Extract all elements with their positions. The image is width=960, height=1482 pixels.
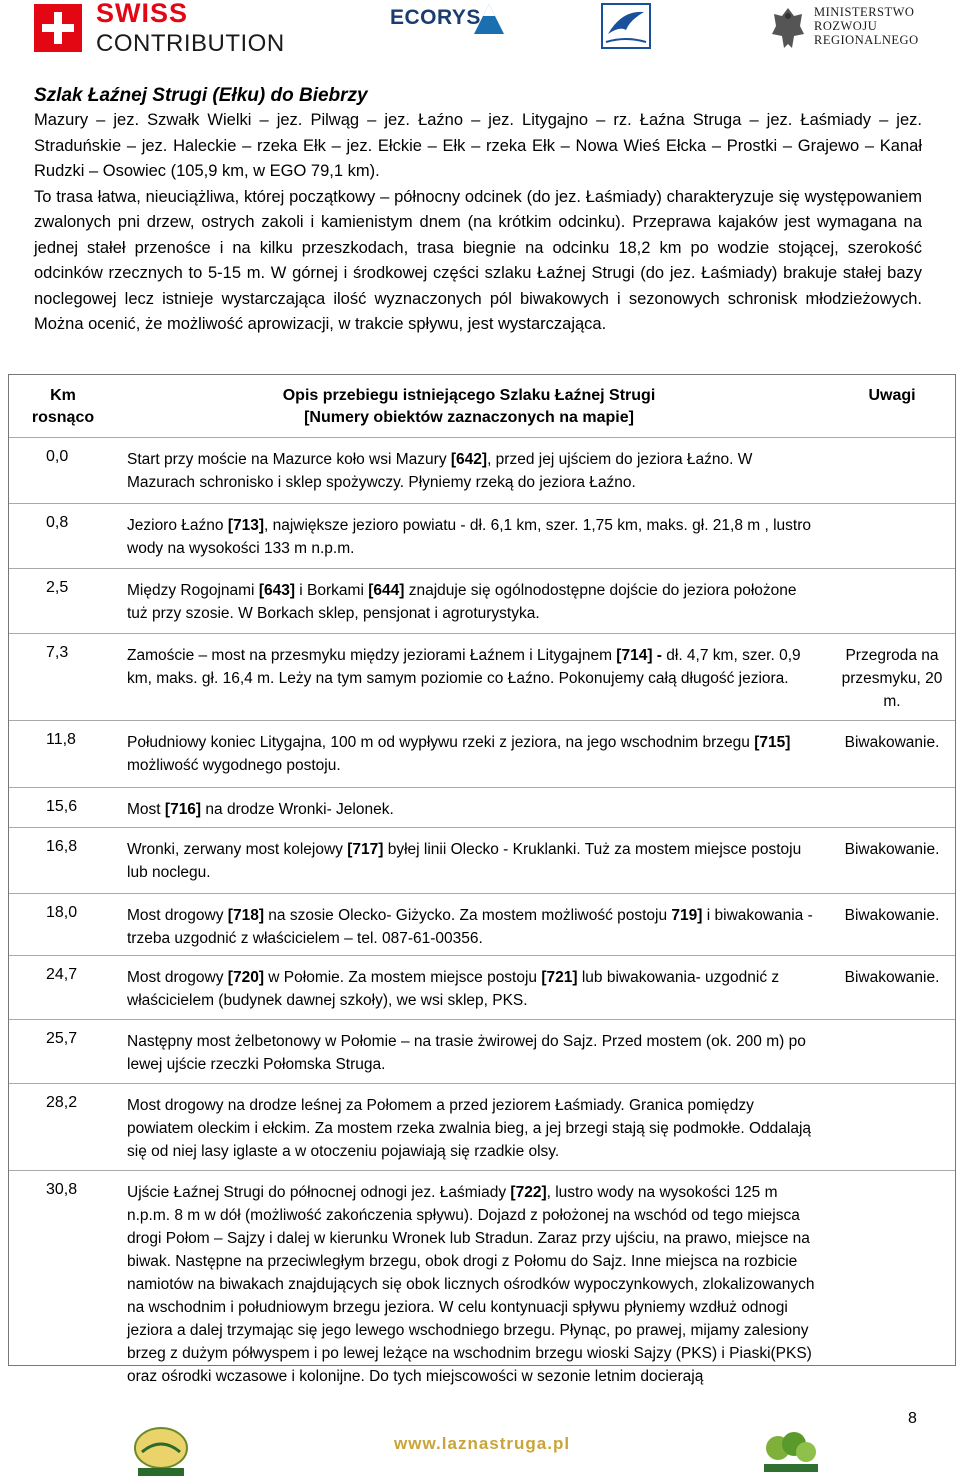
desc-text: , przed jej ujściem do jeziora Łaźno. W Mazurach schronisko i sklep spożywczy. Płyniemy rzeką do jeziora Łaźno. [127, 451, 753, 491]
table-row [9, 720, 955, 788]
row-km: 18,0 [46, 904, 78, 921]
table-row [9, 893, 955, 956]
row-km: 30,8 [46, 1181, 78, 1198]
ministry-logo [770, 6, 960, 56]
object-ref: [643] [258, 582, 295, 599]
row-description [127, 904, 821, 950]
object-ref: [721] [541, 969, 578, 986]
desc-text: byłej linii Olecko - Kruklanki. Tuż za mostem miejsce postoju lub noclegu. [127, 841, 802, 881]
desc-text: Most [127, 801, 165, 818]
row-description [127, 448, 821, 494]
desc-text: Start przy moście na Mazurce koło wsi Mazury [127, 451, 451, 468]
intro-paragraph-route: Mazury – jez. Szwałk Wielki – jez. Pilwąg – jez. Łaźno – jez. Litygajno – rz. Łaźna Struga – jez. Łaśmiady – jez. Straduńskie – jez. Haleckie – rzeka Ełk – jez. Ełckie – Ełk – rzeka Ełk – Nowa Wieś Ełcka – Prostki – Grajewo – Kanał Rudzki – Osowiec (105,9 km, w EGO 79,1 km). [34, 111, 922, 180]
route-table [8, 374, 956, 1385]
object-ref: [713] [227, 517, 264, 534]
row-description [127, 731, 821, 777]
row-km: 11,8 [46, 731, 76, 748]
footer-bar [0, 1426, 960, 1482]
object-ref: [642] [450, 451, 488, 468]
row-description [127, 966, 821, 1012]
desc-text: Ujście Łaźnej Strugi do północnej odnogi jez. Łaśmiady [127, 1184, 511, 1201]
desc-text: Most drogowy [127, 969, 228, 986]
header-km-line2: rosnąco [31, 409, 95, 426]
table-row [9, 568, 955, 634]
row-description [127, 1030, 821, 1076]
row-description [127, 1094, 821, 1163]
desc-text: i biwakowania - trzeba uzgodnić z właścicielem – tel. 087-61-00356. [127, 907, 813, 947]
swiss-logo-line2: CONTRIBUTION [96, 30, 285, 57]
row-remark: Przegroda na przesmyku, 20 m. [841, 647, 943, 710]
desc-text: na szosie Olecko- Giżycko. Za mostem możliwość postoju [263, 907, 672, 924]
row-remark: Biwakowanie. [844, 841, 940, 858]
row-remark: Biwakowanie. [844, 734, 940, 751]
object-ref: 719] [671, 907, 703, 924]
eko-szlak-logo-icon [758, 1430, 824, 1476]
table-row [9, 503, 955, 569]
row-remark: Biwakowanie. [844, 969, 940, 986]
row-km: 0,8 [46, 514, 69, 531]
desc-text: znajduje się ogólnodostępne dojście do jeziora położone tuż przy szosie. W Borkach sklep, pensjonat i agroturystyka. [127, 582, 797, 622]
row-km: 0,0 [46, 448, 69, 465]
row-description [127, 838, 821, 884]
desc-text: Następny most żelbetonowy w Połomie – na trasie żwirowej do Sajz. Przed mostem (ok. 200 m) po lewej ujście rzeczki Połomska Struga. [127, 1033, 806, 1073]
object-ref: [722] [510, 1184, 547, 1201]
swiss-flag-icon [34, 4, 82, 52]
row-description [127, 514, 821, 560]
desc-text: lub biwakowania- uzgodnić z właścicielem (budynek dawnej szkoły), we wsi sklep, PKS. [127, 969, 780, 1009]
desc-text: Most drogowy [127, 907, 228, 924]
header-desc-line1: Opis przebiegu istniejącego Szlaku Łaźnej Strugi [282, 387, 656, 404]
object-ref: [720] [227, 969, 264, 986]
desc-text: możliwość wygodnego postoju. [127, 757, 341, 774]
ministry-line2: ROZWOJU [814, 19, 878, 33]
object-ref: [715] [754, 734, 791, 751]
desc-text: dł. 4,7 km, szer. 0,9 km, maks. gł. 16,4 m. Leży na tym samym poziomie co Łaźno. Pokonujemy całą długość jeziora. [127, 647, 801, 687]
header-km-line1: Km [50, 387, 76, 404]
row-remark: Biwakowanie. [844, 907, 940, 924]
eagle-emblem-icon [770, 6, 806, 52]
row-km: 24,7 [46, 966, 78, 983]
table-row [9, 827, 955, 894]
object-ref: [644] [368, 582, 405, 599]
page-number: 8 [908, 1410, 917, 1427]
table-row [9, 1019, 955, 1084]
object-ref: [714] - [616, 647, 662, 664]
header-desc-line2: [Numery obiektów zaznaczonych na mapie] [304, 409, 634, 426]
row-km: 15,6 [46, 798, 78, 815]
desc-text: Jezioro Łaźno [127, 517, 228, 534]
row-description [127, 579, 821, 625]
desc-text: Zamoście – most na przesmyku między jeziorami Łaźnem i Litygajnem [127, 647, 617, 664]
desc-text: Wronki, zerwany most kolejowy [127, 841, 348, 858]
row-description [127, 644, 821, 690]
intro-paragraph-description: To trasa łatwa, nieuciążliwa, której początkowy – północny odcinek (do jez. Łaśmiady) charakteryzuje się występowaniem zwalonych pni drzew, ostrych zakoli i kamienistym dnem (na krótkim odcinku). Przeprawa kajaków jest wymagana na jednej stałeł przenośce i na kilku przeszkodach, trasa biegnie na odcinku 18,2 km po wodzie stojącej, szerokość odcinków rzecznych to 5-15 m. W górnej i środkowej części szlaku Łaźnej Strugi (do jez. Łaśmiady) brakuje stałej bazy noclegowej lecz istnieje wystarczająca ilość wyznaczonych pól biwakowych i sezonowych schronisk młodzieżowych. Można ocenić, że możliwość aprowizacji, w trakcie spływu, jest wystarczająca. [34, 187, 922, 333]
row-km: 7,3 [46, 644, 69, 661]
table-row [9, 633, 955, 721]
header-logos [0, 0, 960, 62]
ministry-line3: REGIONALNEGO [814, 33, 919, 47]
header-km [23, 385, 103, 429]
row-km: 25,7 [46, 1030, 78, 1047]
desc-text: i Borkami [295, 582, 369, 599]
desc-text: , lustro wody na wysokości 125 m n.p.m. 8 m w dół (możliwość zakończenia spływu). Dojazd z położonej na wschód od tego miejsca drogi Połom – Sajzy i dalej w kierunku Wronek lub Stradun. Zaraz przy ujściu, na prawo, miejsce na biwak. Następne na przeciwległym brzegu, obok drogi z Połomu do Sajz. Inne miejsca na rozbicie namiotów na biwakach znajdujących się obok licznych ośrodków wypoczynkowych, zlokalizowanych na wschodnim i południowym brzegu jeziora. W celu kontynuacji spływu płyniemy wzdłuż odnogi jeziora a dalej trzymając się jego lewego wschodniego brzegu. Płynąc, po prawej, mijamy zalesiony brzeg z dużym półwyspem i po lewej leżące na wschodnim brzegu wioski Sajzy (PKS) i Piaski(PKS) oraz ośrodki wczasowe i kolonijne. Do tych miejscowości w sezonie letnim docierają [127, 1184, 815, 1385]
swiss-contribution-logo [34, 0, 294, 58]
object-ref: [718] [227, 907, 264, 924]
table-row [9, 437, 955, 504]
row-km: 16,8 [46, 838, 78, 855]
trail-logo-icon [130, 1426, 192, 1478]
footer-url: www.laznastruga.pl [394, 1434, 571, 1453]
swiss-logo-line1: SWISS [96, 0, 189, 28]
row-km: 28,2 [46, 1094, 78, 1111]
bird-logo-icon [600, 2, 652, 56]
row-description [127, 798, 821, 821]
ministry-line1: MINISTERSTWO [814, 5, 915, 19]
row-description [127, 1181, 821, 1388]
desc-text: Między Rogojnami [127, 582, 259, 599]
ecorys-logo: ECORYS [390, 6, 481, 29]
document-title: Szlak Łaźnej Strugi (Ełku) do Biebrzy [34, 85, 368, 106]
desc-text: Most drogowy na drodze leśnej za Połomem a przed jeziorem Łaśmiady. Granica pomiędzy powiatem oleckim i ełckim. Za mostem rzeka zwalnia bieg, a jej brzegi stają się podmokłe. Oddalają się od niej lasy iglaste a w otoczeniu pojawiają się rzadkie olsy. [127, 1097, 812, 1160]
object-ref: [717] [347, 841, 384, 858]
intro-text [34, 108, 922, 338]
desc-text: Południowy koniec Litygajna, 100 m od wypływu rzeki z jeziora, na jego wschodnim brzegu [127, 734, 755, 751]
desc-text: , największe jezioro powiatu - dł. 6,1 km, szer. 1,75 km, maks. gł. 21,8 m , lustro wody na wysokości 133 m n.p.m. [127, 517, 812, 557]
table-row [9, 787, 955, 828]
table-row [9, 1083, 955, 1171]
header-remarks: Uwagi [868, 387, 916, 404]
row-km: 2,5 [46, 579, 69, 596]
ecorys-mountain-icon [472, 2, 506, 36]
header-description [169, 385, 769, 429]
desc-text: w Połomie. Za mostem miejsce postoju [263, 969, 542, 986]
table-row [9, 955, 955, 1020]
desc-text: na drodze Wronki- Jelonek. [201, 801, 394, 818]
table-row [9, 1170, 955, 1385]
object-ref: [716] [164, 801, 202, 818]
